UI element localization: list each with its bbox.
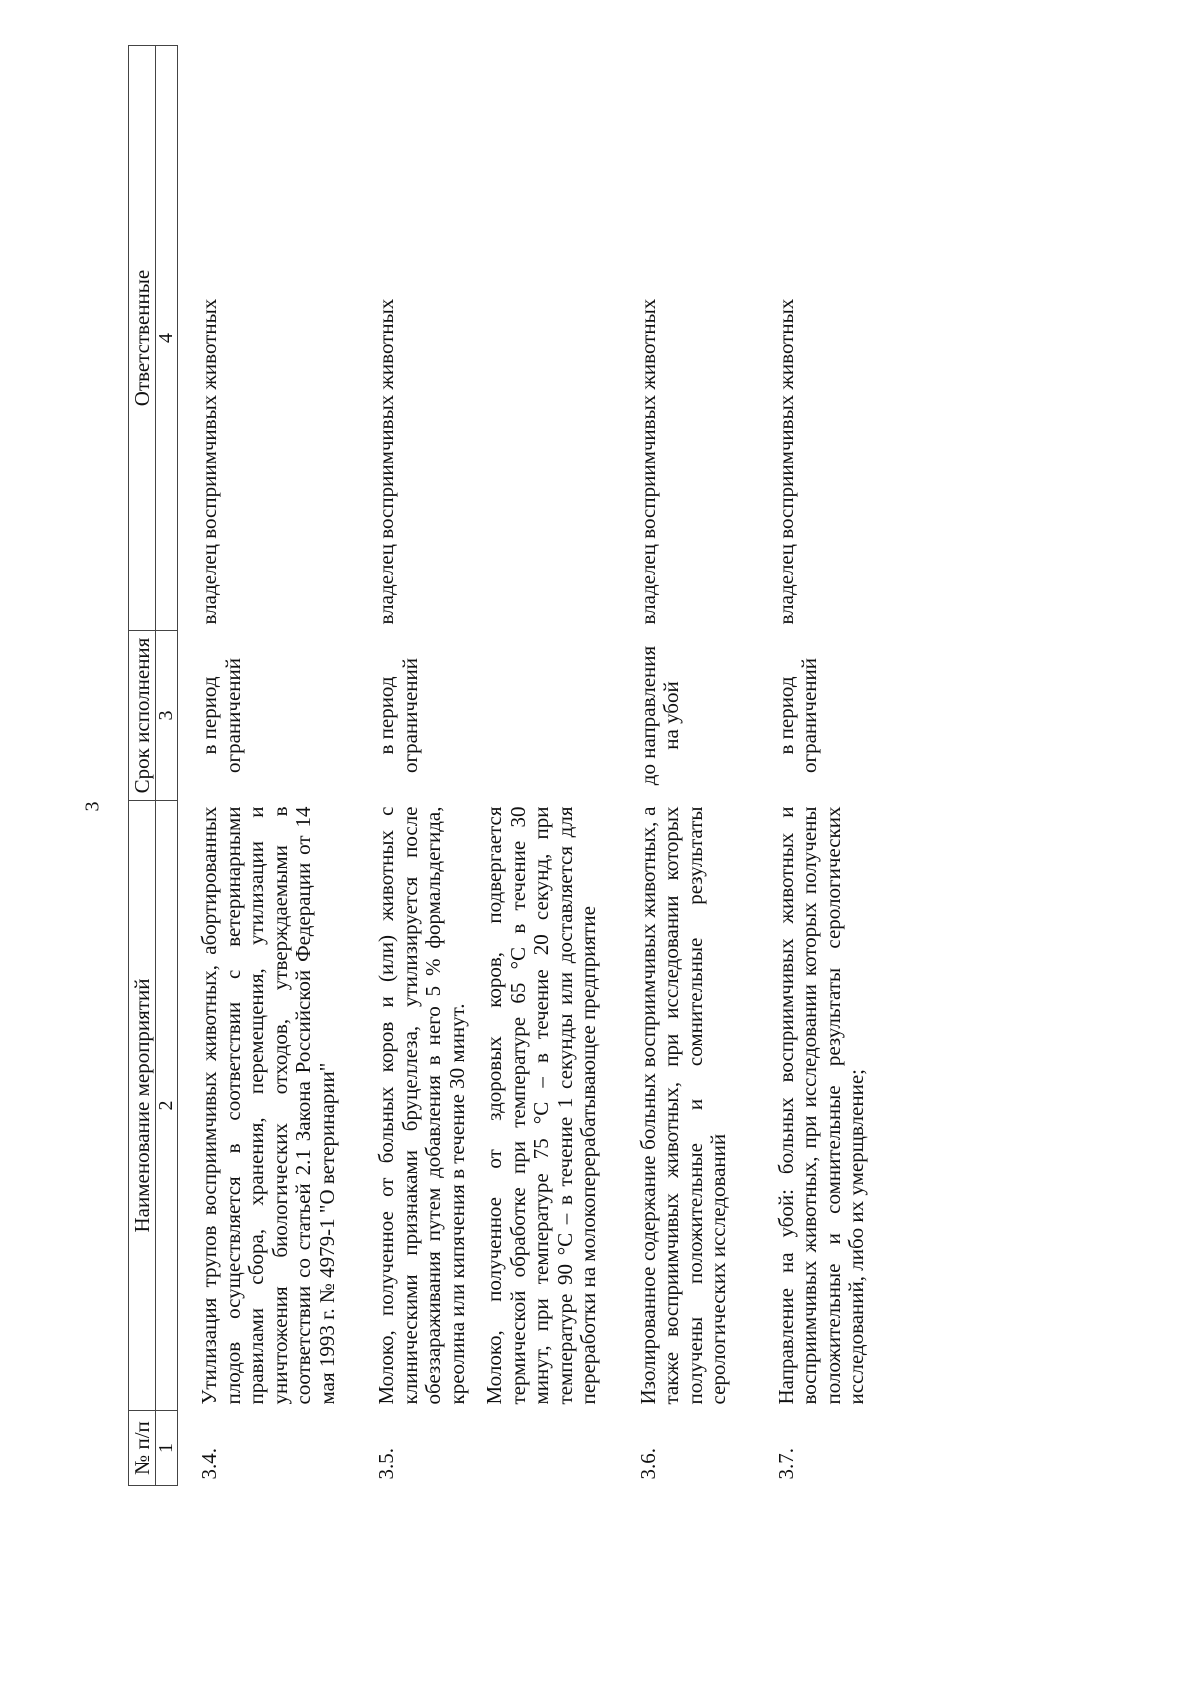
header-term: Срок исполнения [129, 631, 156, 801]
table-row [355, 46, 617, 1486]
row-term: в период ограничений [197, 658, 245, 774]
header-responsible: Ответственные [129, 46, 156, 631]
measure-paragraph: Утилизация трупов восприимчивых животных, абортированных плодов осуществляется в соответствии с ветеринарными правилами сбора, хранения, перемещения, утилизации и уничтожения биологических отходов, утверждаемыми в соответствии со статьей 2.1 Закона Российской Федерации от 14 мая 1993 г. № 4979-1 "О ветеринарии" [197, 806, 339, 1405]
measure-paragraph: Молоко, полученное от здоровых коров, подвергается термической обработке при температуре 65 °С в течение 30 минут, при температуре 75 °С – в течение 20 секунд, при температуре 90 °С – в течение 1 секунды или доставляется для переработки на молокоперерабатывающее предприятие [482, 806, 601, 1405]
measure-paragraph: Молоко, полученное от больных коров и (или) животных с клиническими признаками бруцеллеза, утилизируется после обеззараживания путем добавления в него 5 % формальдегида, креолина или кипячения в течение 30 минут. [374, 806, 469, 1405]
page-number: 3 [81, 801, 104, 812]
row-measure-name [355, 801, 617, 1411]
row-term: в период ограничений [773, 658, 822, 774]
column-number-4: 4 [156, 46, 178, 631]
header-name: Наименование мероприятий [129, 801, 156, 1411]
row-number: 3.7. [773, 1448, 798, 1480]
column-number-1: 1 [156, 1411, 178, 1486]
measure-paragraph: Изолированное содержание больных восприимчивых животных, а также восприимчивых животных, при исследовании которых получены положительные и сомнительные результаты серологических исследований [635, 806, 731, 1405]
rotated-sheet [10, 6, 1190, 1686]
row-term: в период ограничений [374, 658, 422, 774]
column-number-3: 3 [156, 631, 178, 801]
row-term: до направления на убой [635, 645, 684, 786]
header-num: № п/п [129, 1411, 156, 1486]
measures-table [128, 45, 885, 1486]
row-number: 3.6. [635, 1448, 660, 1480]
measure-paragraph: Направление на убой: больных восприимчивых животных и восприимчивых животных, при исследовании которых получены положительные и сомнительные результаты серологических исследований, либо их умерщвление; [773, 806, 869, 1405]
table-row [747, 46, 885, 1486]
row-responsible: владелец восприимчивых животных [635, 298, 660, 625]
row-number: 3.5. [374, 1448, 399, 1480]
row-measure-name [747, 801, 885, 1411]
row-number: 3.4. [197, 1448, 222, 1480]
row-measure-name [617, 801, 747, 1411]
table-row [178, 46, 356, 1486]
column-number-2: 2 [156, 801, 178, 1411]
row-responsible: владелец восприимчивых животных [374, 298, 399, 625]
row-responsible: владелец восприимчивых животных [773, 298, 798, 625]
table-header [129, 46, 178, 1486]
row-responsible: владелец восприимчивых животных [197, 298, 222, 625]
table-row [617, 46, 747, 1486]
row-measure-name [178, 801, 356, 1411]
